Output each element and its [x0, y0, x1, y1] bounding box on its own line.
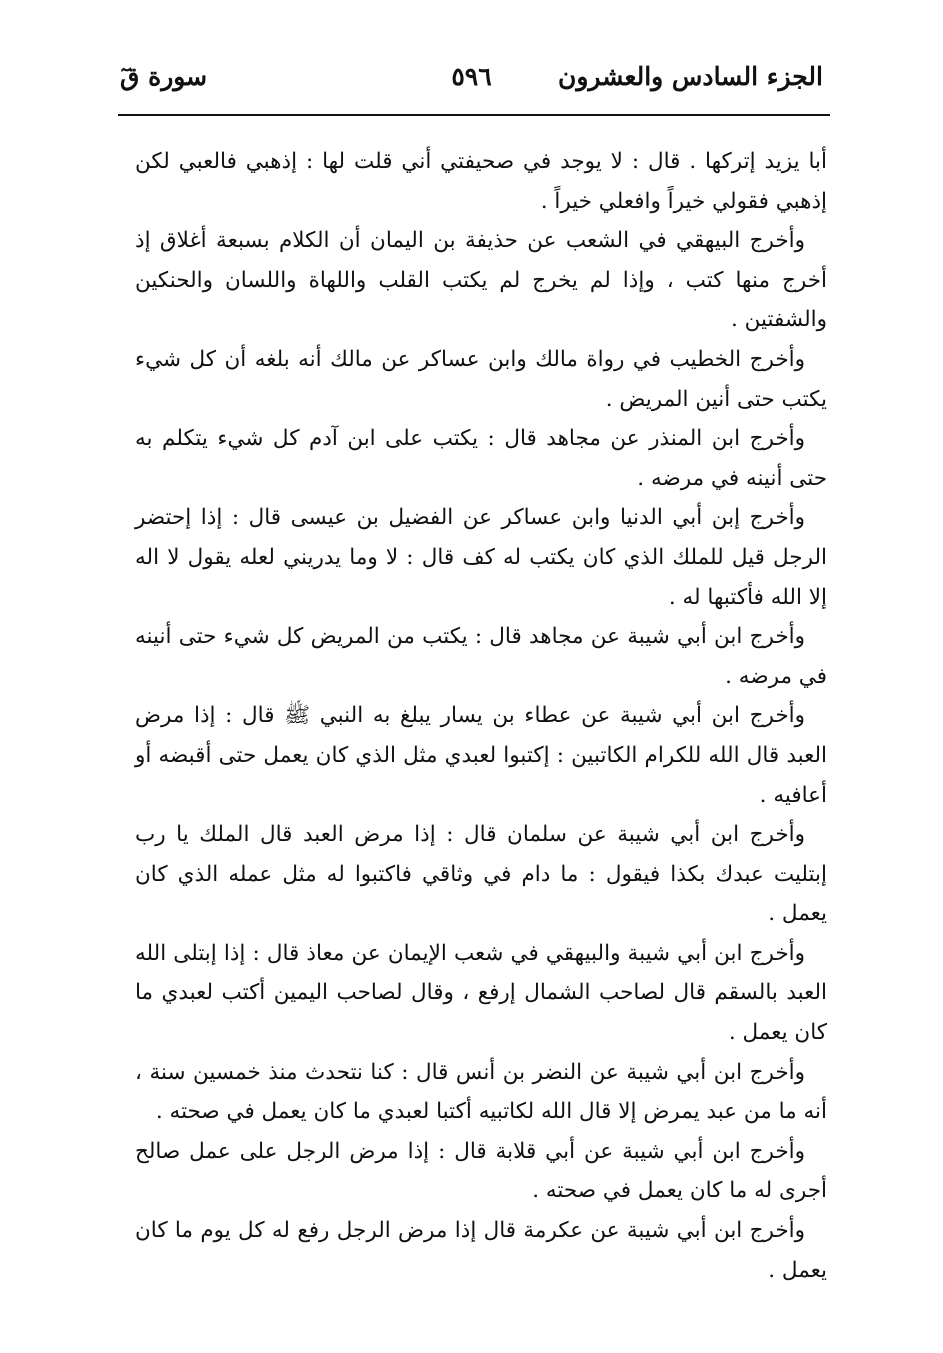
paragraph: وأخرج ابن أبي شيبة عن عكرمة قال إذا مرض الرجل رفع له كل يوم ما كان يعمل . — [135, 1218, 827, 1283]
paragraph: وأخرج ابن أبي شيبة والبيهقي في شعب الإيمان عن معاذ قال : إذا إبتلى الله العبد بالسقم قال لصاحب الشمال إرفع ، وقال لصاحب اليمين أكتب لعبدي ما كان يعمل . — [135, 940, 827, 1046]
paragraph: وأخرج ابن أبي شيبة عن عطاء بن يسار يبلغ به النبي ﷺ قال : إذا مرض العبد قال الله للكرام الكاتبين : إكتبوا لعبدي مثل الذي كان يعمل حتى أقبضه أو أعافيه . — [135, 703, 827, 808]
page-number: ٥٩٦ — [451, 62, 492, 91]
paragraph: أبا يزيد إتركها . قال : لا يوجد في صحيفتي أني قلت لها : إذهبي فالعبي لكن إذهبي فقولي خيراً وافعلي خيراً . — [135, 149, 827, 214]
paragraph: وأخرج ابن المنذر عن مجاهد قال : يكتب على ابن آدم كل شيء يتكلم به حتى أنينه في مرضه . — [135, 426, 827, 491]
paragraph: وأخرج الخطيب في رواة مالك وابن عساكر عن مالك أنه بلغه أن كل شيء يكتب حتى أنين المريض . — [135, 346, 827, 412]
part-title: الجزء السادس والعشرون — [557, 62, 823, 91]
paragraph: وأخرج البيهقي في الشعب عن حذيفة بن اليمان أن الكلام بسبعة أغلاق إذ أخرج منها كتب ، وإذا لم يخرج لم يكتب القلب واللهاة واللسان والحنكين والشفتين . — [135, 228, 827, 333]
body-text — [135, 142, 827, 1290]
surah-title: سورة قٓ — [120, 62, 208, 91]
paragraph: وأخرج ابن أبي شيبة عن مجاهد قال : يكتب من المريض كل شيء حتى أنينه في مرضه . — [135, 624, 827, 689]
page-header — [120, 62, 823, 106]
header-rule — [118, 114, 830, 116]
paragraph: وأخرج إبن أبي الدنيا وابن عساكر عن الفضيل بن عيسى قال : إذا إحتضر الرجل قيل للملك الذي كان يكتب له كف قال : لا وما يدريني لعله يقول لا اله إلا الله فأكتبها له . — [135, 505, 827, 610]
paragraph: وأخرج ابن أبي شيبة عن سلمان قال : إذا مرض العبد قال الملك يا رب إبتليت عبدك بكذا فيقول : ما دام في وثاقي فاكتبوا له مثل عمله الذي كان يعمل . — [135, 822, 827, 927]
paragraph: وأخرج ابن أبي شيبة عن أبي قلابة قال : إذا مرض الرجل على عمل صالح أجرى له ما كان يعمل في صحته . — [135, 1138, 827, 1204]
paragraph: وأخرج ابن أبي شيبة عن النضر بن أنس قال : كنا نتحدث منذ خمسين سنة ، أنه ما من عبد يمرض إلا قال الله لكاتبيه أكتبا لعبدي ما كان يعمل في صحته . — [135, 1059, 827, 1125]
